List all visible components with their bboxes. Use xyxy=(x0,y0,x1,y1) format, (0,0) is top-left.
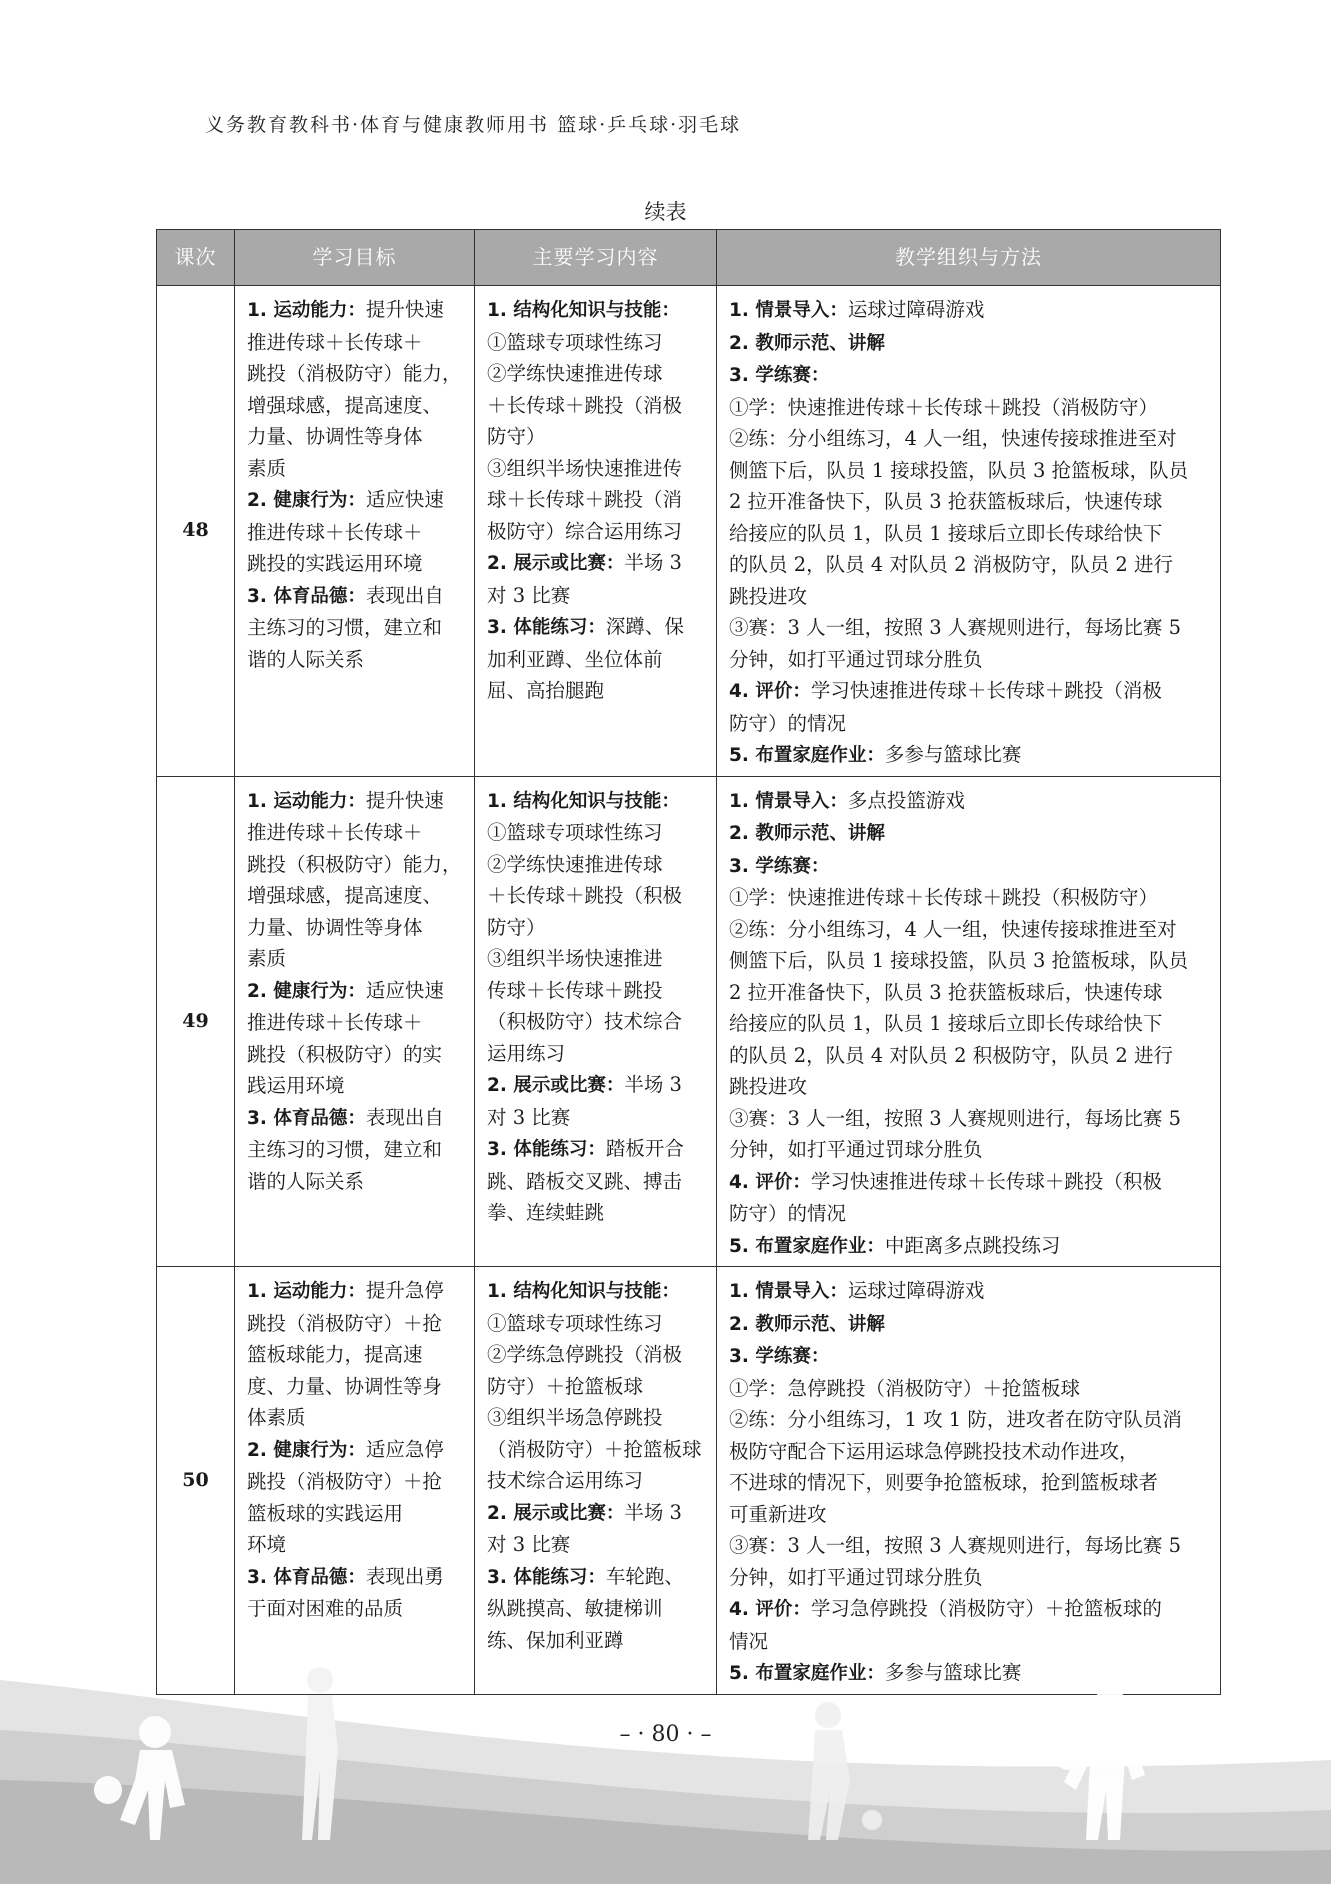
cell-line xyxy=(487,1339,706,1371)
item-label: 3. 体育品德： xyxy=(247,1107,366,1129)
item-text: 极防守配合下运用运球急停跳投技术动作进攻， xyxy=(729,1439,1139,1463)
cell-line xyxy=(487,327,706,359)
item-text: 推进传球＋长传球＋ xyxy=(247,821,423,844)
cell-line xyxy=(729,1530,1210,1562)
cell-line xyxy=(247,1134,464,1166)
cell-line xyxy=(487,1371,706,1403)
cell-line xyxy=(247,294,464,327)
cell-line xyxy=(487,484,706,516)
item-text: 学习快速推进传球＋长传球＋跳投（积极 xyxy=(810,1169,1162,1193)
item-label: 1. 运动能力： xyxy=(247,790,366,812)
cell-line xyxy=(247,880,464,912)
cell-line xyxy=(729,977,1210,1009)
cell-line xyxy=(487,516,706,548)
item-text: ③组织半场急停跳投 xyxy=(487,1406,663,1429)
cell-line xyxy=(247,390,464,422)
cell-line xyxy=(487,547,706,580)
cell-line xyxy=(487,1102,706,1134)
item-label: 5. 布置家庭作业： xyxy=(729,1235,885,1257)
item-text: 屈、高抬腿跑 xyxy=(487,679,605,702)
cell-line xyxy=(729,914,1210,946)
item-text: 运球过障碍游戏 xyxy=(847,1279,985,1302)
cell-line xyxy=(487,675,706,707)
item-label: 1. 情景导入： xyxy=(729,790,848,812)
cell-line xyxy=(729,785,1210,818)
item-label: 2. 展示或比赛： xyxy=(487,1075,625,1096)
item-text: 情况 xyxy=(729,1629,769,1653)
cell-line xyxy=(729,486,1210,518)
cell-line xyxy=(729,1040,1210,1072)
item-text: 半场 3 xyxy=(624,551,682,574)
item-text: 分钟，如打平通过罚球分胜负 xyxy=(729,1138,983,1161)
cell-line xyxy=(247,1434,464,1467)
cell-line xyxy=(247,943,464,975)
cell-line xyxy=(487,1006,706,1038)
item-text: 跳投进攻 xyxy=(729,584,808,608)
cell-line xyxy=(729,1103,1210,1135)
cell-line xyxy=(247,358,464,390)
item-text: ③组织半场快速推进传 xyxy=(487,456,683,480)
table-caption: 续表 xyxy=(644,200,687,224)
cell-line xyxy=(247,912,464,944)
cell-method xyxy=(717,1267,1221,1695)
item-text: 谐的人际关系 xyxy=(247,1169,365,1193)
item-text: 环境 xyxy=(247,1533,287,1556)
item-text: 侧篮下后，队员 1 接球投篮，队员 3 抢篮板球，队员 xyxy=(729,949,1189,972)
column-header-content: 主要学习内容 xyxy=(475,230,717,286)
item-text: 分钟，如打平通过罚球分胜负 xyxy=(729,647,983,671)
lesson-plan-table xyxy=(156,229,1221,1695)
cell-line xyxy=(487,1593,706,1625)
column-header-method: 教学组织与方法 xyxy=(717,230,1221,286)
item-label: 3. 学练赛： xyxy=(729,855,830,877)
item-label: 3. 学练赛： xyxy=(729,365,830,386)
cell-line xyxy=(487,580,706,612)
item-text: 跳投（消极防守）＋抢 xyxy=(247,1470,443,1493)
item-text: 半场 3 xyxy=(624,1500,682,1524)
cell-line xyxy=(729,739,1210,772)
cell-line xyxy=(487,1497,706,1530)
cell-line xyxy=(729,644,1210,676)
item-text: 跳投进攻 xyxy=(729,1075,808,1098)
cell-line xyxy=(247,484,464,517)
cell-line xyxy=(487,817,706,849)
cell-line xyxy=(247,1593,464,1625)
lesson-number: 50 xyxy=(157,1267,235,1695)
item-text: 对 3 比赛 xyxy=(487,1533,571,1556)
item-label: 2. 健康行为： xyxy=(247,980,366,1002)
item-text: 力量、协调性等身体 xyxy=(247,915,423,939)
item-label: 2. 教师示范、讲解 xyxy=(729,1313,885,1335)
cell-line xyxy=(247,1466,464,1498)
column-header-goals: 学习目标 xyxy=(235,230,475,286)
item-text: 多点投篮游戏 xyxy=(847,788,965,812)
item-text: 多参与篮球比赛 xyxy=(884,743,1022,766)
cell-line xyxy=(729,294,1210,327)
cell-line xyxy=(729,518,1210,550)
cell-line xyxy=(729,1275,1210,1308)
item-label: 1. 运动能力： xyxy=(247,300,366,321)
item-text: 跳投（消极防守）能力， xyxy=(247,362,462,385)
cell-content xyxy=(475,1267,717,1695)
cell-line xyxy=(487,294,706,327)
item-label: 1. 结构化知识与技能： xyxy=(487,790,680,812)
cell-line xyxy=(487,1434,706,1466)
item-text: 主练习的习惯，建立和 xyxy=(247,1138,443,1161)
cell-line xyxy=(247,1007,464,1039)
running-header: 义务教育教科书·体育与健康教师用书 篮球·乒乓球·羽毛球 xyxy=(205,114,742,136)
item-label: 1. 结构化知识与技能： xyxy=(487,1281,680,1302)
cell-line xyxy=(729,1373,1210,1405)
item-label: 2. 教师示范、讲解 xyxy=(729,332,885,354)
item-text: 跳投的实践运用环境 xyxy=(247,552,423,575)
item-label: 5. 布置家庭作业： xyxy=(729,745,885,766)
item-text: ③组织半场快速推进 xyxy=(487,947,663,970)
cell-line xyxy=(487,611,706,644)
item-text: 提升快速 xyxy=(365,788,444,812)
cell-line xyxy=(729,1134,1210,1166)
item-text: 深蹲、保 xyxy=(605,615,684,638)
item-text: （积极防守）技术综合 xyxy=(487,1010,683,1033)
cell-line xyxy=(487,1465,706,1497)
item-text: 防守）＋抢篮板球 xyxy=(487,1374,644,1398)
item-text: （消极防守）＋抢篮板球 xyxy=(487,1437,702,1461)
cell-line xyxy=(487,1069,706,1102)
cell-line xyxy=(247,548,464,580)
cell-line xyxy=(247,1039,464,1071)
cell-line xyxy=(247,785,464,818)
item-label: 4. 评价： xyxy=(729,681,811,702)
item-text: 篮板球能力，提高速 xyxy=(247,1343,423,1366)
item-text: 学习急停跳投（消极防守）＋抢篮板球的 xyxy=(810,1597,1162,1620)
cell-line xyxy=(729,1008,1210,1040)
cell-line xyxy=(247,580,464,613)
item-text: ①学：急停跳投（消极防守）＋抢篮板球 xyxy=(729,1376,1081,1400)
cell-line xyxy=(729,392,1210,424)
item-label: 1. 情景导入： xyxy=(729,1281,848,1302)
item-text: 技术综合运用练习 xyxy=(487,1469,644,1492)
item-text: 推进传球＋长传球＋ xyxy=(247,1011,423,1034)
cell-line xyxy=(247,975,464,1008)
cell-line xyxy=(729,455,1210,487)
item-text: ②学练快速推进传球 xyxy=(487,852,663,876)
item-text: ①学：快速推进传球＋长传球＋跳投（积极防守） xyxy=(729,886,1159,909)
cell-line xyxy=(487,358,706,390)
cell-line xyxy=(729,1198,1210,1230)
cell-line xyxy=(487,1133,706,1166)
cell-line xyxy=(247,1102,464,1135)
item-text: 防守） xyxy=(487,425,546,448)
lesson-number: 48 xyxy=(157,286,235,777)
item-text: 拳、连续蛙跳 xyxy=(487,1201,605,1224)
item-text: 跳投（积极防守）能力， xyxy=(247,852,462,876)
table-row xyxy=(157,776,1221,1267)
item-label: 1. 情景导入： xyxy=(729,300,848,321)
item-text: 不进球的情况下，则要争抢篮板球，抢到篮板球者 xyxy=(729,1471,1159,1494)
item-label: 3. 体能练习： xyxy=(487,1566,606,1588)
item-text: ②学练急停跳投（消极 xyxy=(487,1343,683,1366)
item-text: ③赛：3 人一组，按照 3 人赛规则进行，每场比赛 5 xyxy=(729,1534,1182,1557)
cell-line xyxy=(729,581,1210,613)
item-text: 篮板球的实践运用 xyxy=(247,1501,404,1525)
item-label: 1. 结构化知识与技能： xyxy=(487,300,680,321)
cell-line xyxy=(729,1499,1210,1531)
item-text: ③赛：3 人一组，按照 3 人赛规则进行，每场比赛 5 xyxy=(729,616,1182,639)
cell-line xyxy=(247,1308,464,1340)
item-text: 给接应的队员 1，队员 1 接球后立即长传球给快下 xyxy=(729,521,1163,545)
item-label: 2. 教师示范、讲解 xyxy=(729,823,885,844)
cell-line xyxy=(487,453,706,485)
cell-line xyxy=(247,1402,464,1434)
table-header-row xyxy=(157,230,1221,286)
cell-line xyxy=(487,1402,706,1434)
item-text: 推进传球＋长传球＋ xyxy=(247,330,423,354)
cell-line xyxy=(247,612,464,644)
cell-line xyxy=(247,1498,464,1530)
cell-line xyxy=(729,1071,1210,1103)
item-text: 分钟，如打平通过罚球分胜负 xyxy=(729,1565,983,1589)
item-text: 运用练习 xyxy=(487,1041,566,1065)
cell-line xyxy=(729,1340,1210,1373)
item-text: 素质 xyxy=(247,456,287,480)
item-text: 侧篮下后，队员 1 接球投篮，队员 3 抢篮板球，队员 xyxy=(729,458,1189,482)
lesson-number: 49 xyxy=(157,776,235,1267)
item-text: 防守）的情况 xyxy=(729,711,847,735)
cell-goals xyxy=(235,286,475,777)
cell-line xyxy=(729,1467,1210,1499)
cell-line xyxy=(729,1230,1210,1263)
cell-line xyxy=(487,1166,706,1198)
item-text: 跳投（消极防守）＋抢 xyxy=(247,1311,443,1335)
cell-line xyxy=(487,644,706,676)
cell-method xyxy=(717,776,1221,1267)
item-text: 多参与篮球比赛 xyxy=(884,1661,1022,1684)
cell-line xyxy=(247,1529,464,1561)
item-text: 学习快速推进传球＋长传球＋跳投（消极 xyxy=(810,679,1162,702)
item-label: 3. 学练赛： xyxy=(729,1346,830,1367)
item-text: 于面对困难的品质 xyxy=(247,1597,404,1620)
cell-line xyxy=(247,1166,464,1198)
cell-line xyxy=(729,423,1210,455)
cell-line xyxy=(247,1070,464,1102)
table-row xyxy=(157,286,1221,777)
item-text: ②练：分小组练习，1 攻 1 防，进攻者在防守队员消 xyxy=(729,1408,1182,1431)
item-text: 踏板开合 xyxy=(605,1137,684,1160)
cell-line xyxy=(729,549,1210,581)
cell-line xyxy=(247,1561,464,1594)
item-text: 跳投（积极防守）的实 xyxy=(247,1042,443,1066)
cell-line xyxy=(487,1308,706,1340)
cell-line xyxy=(487,1038,706,1070)
item-label: 3. 体能练习： xyxy=(487,1139,606,1160)
cell-line xyxy=(729,850,1210,883)
item-text: 推进传球＋长传球＋ xyxy=(247,520,423,544)
cell-line xyxy=(487,975,706,1007)
item-label: 3. 体能练习： xyxy=(487,617,606,638)
item-text: ③赛：3 人一组，按照 3 人赛规则进行，每场比赛 5 xyxy=(729,1106,1182,1130)
cell-method xyxy=(717,286,1221,777)
cell-line xyxy=(487,785,706,818)
cell-line xyxy=(247,1339,464,1371)
item-label: 2. 健康行为： xyxy=(247,1439,366,1461)
cell-line xyxy=(729,817,1210,850)
table-row xyxy=(157,1267,1221,1695)
cell-line xyxy=(247,849,464,881)
cell-line xyxy=(487,1275,706,1308)
cell-line xyxy=(729,675,1210,708)
item-text: ①学：快速推进传球＋长传球＋跳投（消极防守） xyxy=(729,395,1159,419)
item-label: 3. 体育品德： xyxy=(247,1566,366,1588)
item-text: 练、保加利亚蹲 xyxy=(487,1628,624,1652)
cell-line xyxy=(487,943,706,975)
item-text: 给接应的队员 1，队员 1 接球后立即长传球给快下 xyxy=(729,1012,1163,1035)
item-text: ②学练快速推进传球 xyxy=(487,362,663,385)
cell-line xyxy=(729,1593,1210,1626)
cell-line xyxy=(729,1308,1210,1341)
cell-line xyxy=(729,612,1210,644)
item-text: 主练习的习惯，建立和 xyxy=(247,616,443,639)
item-text: 运球过障碍游戏 xyxy=(847,298,985,321)
cell-line xyxy=(247,421,464,453)
item-label: 2. 展示或比赛： xyxy=(487,553,625,574)
cell-line xyxy=(729,1166,1210,1199)
cell-line xyxy=(487,421,706,453)
item-text: 对 3 比赛 xyxy=(487,583,571,607)
cell-line xyxy=(487,390,706,422)
item-text: 践运用环境 xyxy=(247,1074,345,1097)
item-text: 球＋长传球＋跳投（消 xyxy=(487,488,683,511)
cell-line xyxy=(487,1561,706,1594)
item-text: 素质 xyxy=(247,947,287,970)
item-text: ＋长传球＋跳投（积极 xyxy=(487,884,683,907)
cell-line xyxy=(487,880,706,912)
item-text: 纵跳摸高、敏捷梯训 xyxy=(487,1597,663,1620)
cell-line xyxy=(729,945,1210,977)
item-label: 3. 体育品德： xyxy=(247,585,366,607)
cell-line xyxy=(487,849,706,881)
item-text: 力量、协调性等身体 xyxy=(247,425,423,448)
item-text: 半场 3 xyxy=(624,1073,682,1096)
item-text: 适应快速 xyxy=(365,488,444,511)
item-label: 5. 布置家庭作业： xyxy=(729,1663,885,1684)
item-text: 可重新进攻 xyxy=(729,1502,827,1526)
item-label: 4. 评价： xyxy=(729,1599,811,1620)
item-text: 跳、踏板交叉跳、搏击 xyxy=(487,1169,683,1193)
item-text: 表现出自 xyxy=(365,1105,444,1129)
item-text: ＋长传球＋跳投（消极 xyxy=(487,393,683,417)
cell-line xyxy=(487,912,706,944)
cell-goals xyxy=(235,776,475,1267)
item-text: 提升快速 xyxy=(365,298,444,321)
item-text: ①篮球专项球性练习 xyxy=(487,1311,663,1335)
cell-line xyxy=(729,1436,1210,1468)
item-text: 谐的人际关系 xyxy=(247,647,365,671)
cell-line xyxy=(247,1371,464,1403)
cell-line xyxy=(729,708,1210,740)
item-text: 表现出自 xyxy=(365,583,444,607)
cell-line xyxy=(487,1197,706,1229)
item-text: 2 拉开准备快下，队员 3 抢获篮板球后，快速传球 xyxy=(729,980,1163,1004)
item-text: 2 拉开准备快下，队员 3 抢获篮板球后，快速传球 xyxy=(729,490,1163,513)
item-text: 增强球感，提高速度、 xyxy=(247,393,443,417)
item-text: 防守） xyxy=(487,915,546,939)
item-label: 4. 评价： xyxy=(729,1171,811,1193)
cell-line xyxy=(729,1562,1210,1594)
item-text: 中距离多点跳投练习 xyxy=(884,1233,1061,1257)
cell-goals xyxy=(235,1267,475,1695)
cell-line xyxy=(247,817,464,849)
cell-line xyxy=(247,327,464,359)
cell-line xyxy=(247,453,464,485)
decorative-footer-band xyxy=(0,1640,1331,1884)
cell-line xyxy=(247,1275,464,1308)
item-text: 的队员 2，队员 4 对队员 2 消极防守，队员 2 进行 xyxy=(729,553,1174,576)
cell-line xyxy=(729,327,1210,360)
cell-line xyxy=(247,517,464,549)
item-text: 传球＋长传球＋跳投 xyxy=(487,978,663,1002)
cell-line xyxy=(729,1404,1210,1436)
item-label: 1. 运动能力： xyxy=(247,1281,366,1302)
item-text: ②练：分小组练习，4 人一组，快速传接球推进至对 xyxy=(729,917,1177,941)
cell-line xyxy=(247,644,464,676)
cell-line xyxy=(729,359,1210,392)
cell-line xyxy=(487,1529,706,1561)
item-text: 的队员 2，队员 4 对队员 2 积极防守，队员 2 进行 xyxy=(729,1043,1174,1067)
page-number: – · 80 · – xyxy=(619,1722,712,1747)
cell-content xyxy=(475,286,717,777)
item-label: 2. 展示或比赛： xyxy=(487,1502,625,1524)
column-header-lesson: 课次 xyxy=(157,230,235,286)
item-text: ②练：分小组练习，4 人一组，快速传接球推进至对 xyxy=(729,427,1177,450)
item-text: 表现出勇 xyxy=(365,1564,444,1588)
item-text: 提升急停 xyxy=(365,1279,444,1302)
item-text: 增强球感，提高速度、 xyxy=(247,884,443,907)
item-text: 对 3 比赛 xyxy=(487,1105,571,1129)
item-text: 适应快速 xyxy=(365,978,444,1002)
item-text: ①篮球专项球性练习 xyxy=(487,330,663,354)
item-label: 2. 健康行为： xyxy=(247,490,366,511)
item-text: 车轮跑、 xyxy=(605,1564,684,1588)
cell-content xyxy=(475,776,717,1267)
cell-line xyxy=(729,882,1210,914)
item-text: 加利亚蹲、坐位体前 xyxy=(487,647,663,671)
item-text: ①篮球专项球性练习 xyxy=(487,821,663,844)
item-text: 极防守）综合运用练习 xyxy=(487,519,683,543)
item-text: 度、力量、协调性等身 xyxy=(247,1374,443,1398)
item-text: 防守）的情况 xyxy=(729,1202,847,1225)
item-text: 适应急停 xyxy=(365,1437,444,1461)
item-text: 体素质 xyxy=(247,1406,306,1429)
